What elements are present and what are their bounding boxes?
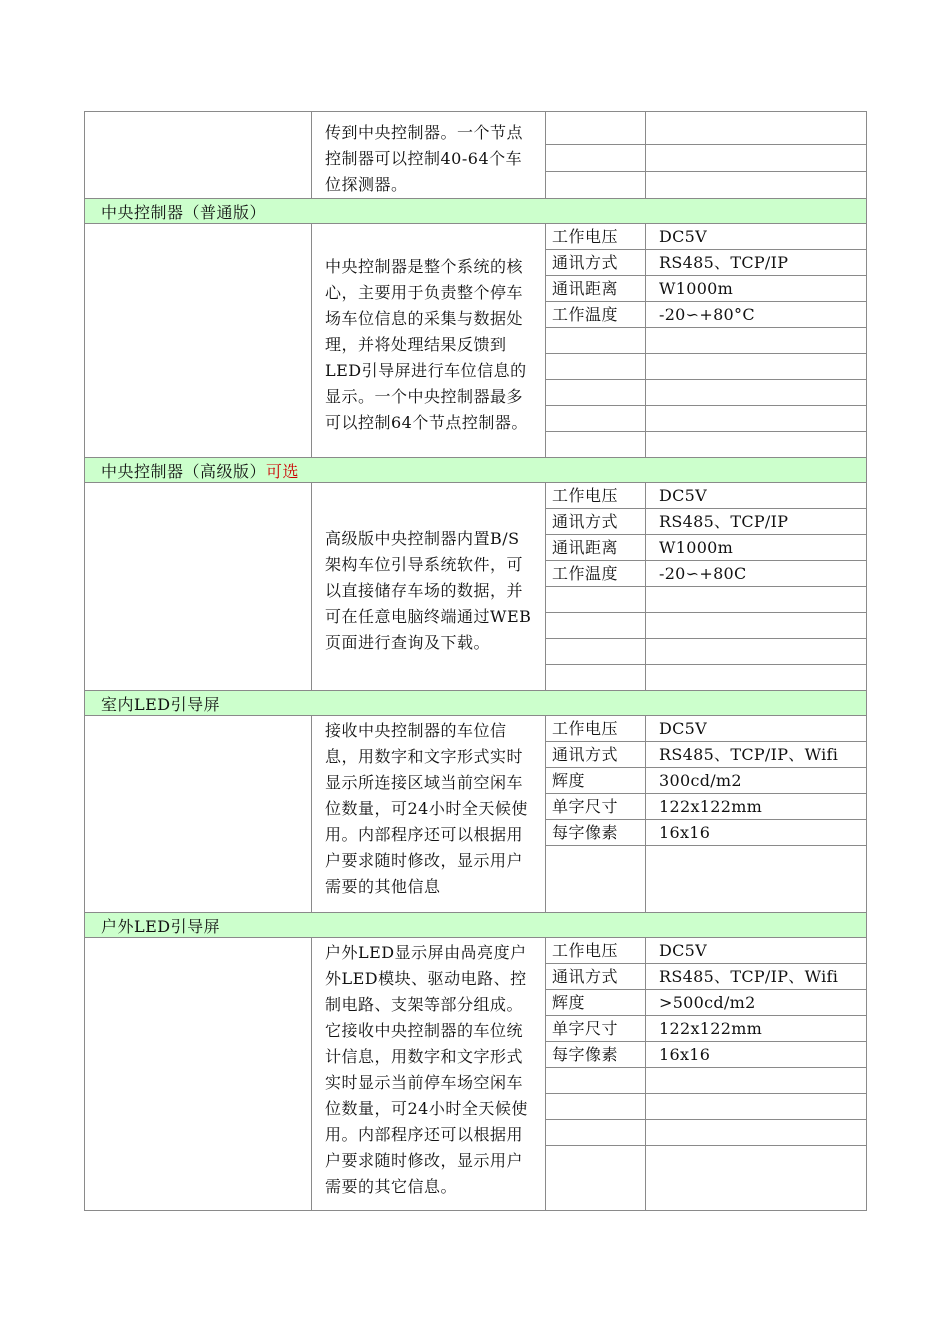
empty-key-cell	[546, 172, 646, 199]
spec-value: -20∽+80C	[646, 561, 867, 587]
empty-value-cell	[646, 1146, 867, 1211]
spec-value: DC5V	[646, 483, 867, 509]
empty-value-cell	[646, 639, 867, 665]
section-description: 接收中央控制器的车位信息，用数字和文字形式实时显示所连接区域当前空闲车位数量，可24小时全天候使用。内部程序还可以根据用户要求随时修改，显示用户需要的其他信息	[312, 716, 546, 913]
optional-note: 可选	[266, 461, 300, 481]
spec-key: 单字尺寸	[546, 794, 646, 820]
spec-value: RS485、TCP/IP、Wifi	[646, 742, 867, 768]
empty-key-cell	[546, 639, 646, 665]
blank-cell	[85, 483, 312, 691]
spec-value: RS485、TCP/IP	[646, 509, 867, 535]
empty-key-cell	[546, 328, 646, 354]
spec-key: 工作电压	[546, 483, 646, 509]
spec-value: >500cd/m2	[646, 990, 867, 1016]
spec-key: 每字像素	[546, 1042, 646, 1068]
spec-value: DC5V	[646, 224, 867, 250]
spec-key: 工作电压	[546, 224, 646, 250]
section-header: 户外LED引导屏	[85, 913, 867, 938]
empty-value-cell	[646, 587, 867, 613]
spec-key: 工作温度	[546, 561, 646, 587]
spec-value: W1000m	[646, 535, 867, 561]
spec-key: 单字尺寸	[546, 1016, 646, 1042]
continuation-description: 传到中央控制器。一个节点控制器可以控制40-64个车位探测器。	[312, 112, 546, 199]
spec-key: 通讯方式	[546, 509, 646, 535]
empty-value-cell	[646, 1094, 867, 1120]
empty-value-cell	[646, 145, 867, 172]
section-title: 中央控制器（高级版）	[101, 461, 267, 481]
empty-value-cell	[646, 1068, 867, 1094]
blank-cell	[85, 224, 312, 458]
spec-value: 300cd/m2	[646, 768, 867, 794]
empty-key-cell	[546, 145, 646, 172]
section-header: 中央控制器（普通版）	[85, 199, 867, 224]
empty-key-cell	[546, 354, 646, 380]
spec-value: 122x122mm	[646, 794, 867, 820]
empty-key-cell	[546, 112, 646, 145]
empty-value-cell	[646, 846, 867, 913]
empty-value-cell	[646, 328, 867, 354]
empty-value-cell	[646, 1120, 867, 1146]
spec-key: 辉度	[546, 990, 646, 1016]
spec-value: 16x16	[646, 1042, 867, 1068]
empty-key-cell	[546, 380, 646, 406]
spec-value: DC5V	[646, 938, 867, 964]
spec-key: 工作电压	[546, 938, 646, 964]
blank-cell	[85, 112, 312, 199]
spec-key: 通讯距离	[546, 276, 646, 302]
empty-value-cell	[646, 112, 867, 145]
empty-key-cell	[546, 1094, 646, 1120]
empty-value-cell	[646, 613, 867, 639]
section-description: 中央控制器是整个系统的核心，主要用于负责整个停车场车位信息的采集与数据处理，并将处理结果反馈到LED引导屏进行车位信息的显示。一个中央控制器最多可以控制64个节点控制器。	[312, 224, 546, 458]
spec-key: 每字像素	[546, 820, 646, 846]
section-description: 高级版中央控制器内置B/S架构车位引导系统软件，可以直接储存车场的数据，并可在任意电脑终端通过WEB页面进行查询及下载。	[312, 483, 546, 691]
spec-key: 通讯距离	[546, 535, 646, 561]
section-description: 户外LED显示屏由咼亮度户外LED模块、驱动电路、控制电路、支架等部分组成。它接收中央控制器的车位统计信息，用数字和文字形式实时显示当前停车场空闲车位数量，可24小时全天候使用。内部程序还可以根据用户要求随时修改，显示用户需要的其它信息。	[312, 938, 546, 1211]
spec-key: 通讯方式	[546, 964, 646, 990]
empty-key-cell	[546, 1120, 646, 1146]
empty-value-cell	[646, 172, 867, 199]
section-header: 室内LED引导屏	[85, 691, 867, 716]
spec-value: 16x16	[646, 820, 867, 846]
spec-table	[84, 111, 867, 1211]
empty-key-cell	[546, 613, 646, 639]
spec-key: 辉度	[546, 768, 646, 794]
empty-key-cell	[546, 1146, 646, 1211]
empty-key-cell	[546, 432, 646, 458]
empty-value-cell	[646, 406, 867, 432]
empty-key-cell	[546, 587, 646, 613]
spec-key: 通讯方式	[546, 250, 646, 276]
spec-value: RS485、TCP/IP	[646, 250, 867, 276]
empty-value-cell	[646, 432, 867, 458]
section-header	[85, 458, 867, 483]
spec-key: 工作温度	[546, 302, 646, 328]
empty-key-cell	[546, 846, 646, 913]
empty-value-cell	[646, 665, 867, 691]
spec-value: W1000m	[646, 276, 867, 302]
empty-key-cell	[546, 665, 646, 691]
empty-key-cell	[546, 406, 646, 432]
spec-value: DC5V	[646, 716, 867, 742]
spec-value: -20∽+80°C	[646, 302, 867, 328]
spec-key: 工作电压	[546, 716, 646, 742]
spec-value: RS485、TCP/IP、Wifi	[646, 964, 867, 990]
empty-value-cell	[646, 380, 867, 406]
blank-cell	[85, 716, 312, 913]
empty-value-cell	[646, 354, 867, 380]
blank-cell	[85, 938, 312, 1211]
spec-key: 通讯方式	[546, 742, 646, 768]
empty-key-cell	[546, 1068, 646, 1094]
spec-value: 122x122mm	[646, 1016, 867, 1042]
